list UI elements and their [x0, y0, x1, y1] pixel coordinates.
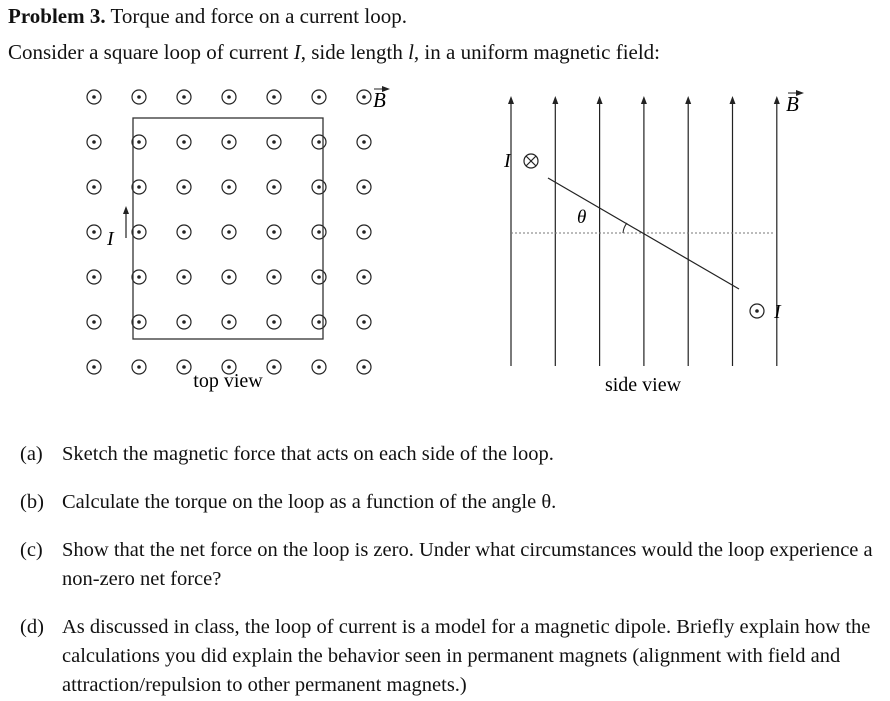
- part-d-text: As discussed in class, the loop of current is a model for a magnetic dipole. Briefly explain how the calculations you did explain the behavior seen in permanent magnets (alignment with field and attraction/repulsion to other permanent magnets.): [62, 616, 871, 696]
- field-out-of-page-icon: [222, 90, 236, 104]
- field-out-of-page-icon: [267, 225, 281, 239]
- field-out-of-page-icon: [132, 270, 146, 284]
- top-field-label: B: [373, 88, 386, 112]
- field-out-of-page-icon: [267, 135, 281, 149]
- field-out-of-page-icon: [177, 360, 191, 374]
- intro-text-3: , in a uniform magnetic field:: [413, 40, 661, 64]
- field-out-of-page-icon: [132, 225, 146, 239]
- intro-text-2: , side length: [300, 40, 409, 64]
- field-out-of-page-icon: [177, 180, 191, 194]
- field-out-of-page-icon: [177, 315, 191, 329]
- field-out-of-page-icon: [87, 90, 101, 104]
- field-out-of-page-icon: [132, 180, 146, 194]
- part-b: [20, 488, 886, 517]
- top-view: [87, 88, 386, 392]
- side-view-caption: side view: [604, 374, 682, 396]
- field-out-of-page-icon: [312, 225, 326, 239]
- field-out-of-page-icon: [87, 135, 101, 149]
- field-out-of-page-icon: [87, 360, 101, 374]
- field-out-of-page-icon: [222, 180, 236, 194]
- loop-figure: [0, 78, 890, 400]
- field-out-of-page-icon: [357, 315, 371, 329]
- field-out-of-page-icon: [357, 90, 371, 104]
- part-b-label: (b): [20, 491, 44, 513]
- field-out-of-page-icon: [357, 270, 371, 284]
- field-out-of-page-icon: [357, 135, 371, 149]
- field-dot-grid: [87, 90, 371, 374]
- field-out-of-page-icon: [312, 90, 326, 104]
- field-out-of-page-icon: [267, 90, 281, 104]
- part-a-text: Sketch the magnetic force that acts on each side of the loop.: [62, 443, 554, 465]
- field-out-of-page-icon: [177, 270, 191, 284]
- top-current-label: I: [107, 228, 114, 250]
- part-c-label: (c): [20, 539, 43, 561]
- side-view: [503, 92, 800, 396]
- field-out-of-page-icon: [357, 225, 371, 239]
- field-out-of-page-icon: [267, 270, 281, 284]
- part-d: [20, 613, 886, 700]
- problem-heading: [8, 4, 407, 29]
- current-out-label: I: [774, 301, 781, 323]
- field-out-of-page-icon: [177, 90, 191, 104]
- part-c: [20, 536, 886, 594]
- field-out-of-page-icon: [312, 315, 326, 329]
- side-field-label: B: [786, 92, 799, 116]
- field-out-of-page-icon: [87, 180, 101, 194]
- intro-text-1: Consider a square loop of current: [8, 40, 294, 64]
- field-out-of-page-icon: [132, 360, 146, 374]
- field-out-of-page-icon: [222, 135, 236, 149]
- part-d-label: (d): [20, 616, 44, 638]
- field-out-of-page-icon: [312, 180, 326, 194]
- field-out-of-page-icon: [87, 270, 101, 284]
- field-out-of-page-icon: [222, 315, 236, 329]
- field-out-of-page-icon: [357, 180, 371, 194]
- field-out-of-page-icon: [132, 135, 146, 149]
- current-in-label: I: [504, 150, 511, 172]
- current-loop-square: [133, 118, 323, 339]
- field-out-of-page-icon: [267, 315, 281, 329]
- intro-var-current: I: [293, 40, 301, 64]
- field-out-of-page-icon: [267, 180, 281, 194]
- field-out-of-page-icon: [132, 315, 146, 329]
- angle-label: θ: [577, 207, 587, 228]
- current-into-page-icon: [524, 154, 538, 168]
- field-out-of-page-icon: [87, 315, 101, 329]
- part-a-label: (a): [20, 443, 43, 465]
- intro-var-length: l: [408, 40, 414, 64]
- field-out-of-page-icon: [312, 270, 326, 284]
- field-out-of-page-icon: [312, 135, 326, 149]
- field-out-of-page-icon: [177, 135, 191, 149]
- top-view-caption: top view: [193, 370, 263, 392]
- problem-intro: [8, 40, 660, 65]
- field-out-of-page-icon: [357, 360, 371, 374]
- problem-label: Problem 3.: [8, 4, 106, 28]
- current-out-of-page-icon: [750, 304, 764, 318]
- field-out-of-page-icon: [177, 225, 191, 239]
- field-out-of-page-icon: [222, 225, 236, 239]
- problem-title: Torque and force on a current loop.: [110, 4, 407, 28]
- field-out-of-page-icon: [312, 360, 326, 374]
- part-c-text: Show that the net force on the loop is zero. Under what circumstances would the loop experience a non-zero net force?: [62, 539, 873, 590]
- angle-arc: [623, 223, 627, 233]
- field-out-of-page-icon: [222, 270, 236, 284]
- part-a: [20, 440, 886, 469]
- part-b-text: Calculate the torque on the loop as a function of the angle θ.: [62, 491, 557, 513]
- field-out-of-page-icon: [267, 360, 281, 374]
- field-out-of-page-icon: [87, 225, 101, 239]
- field-out-of-page-icon: [132, 90, 146, 104]
